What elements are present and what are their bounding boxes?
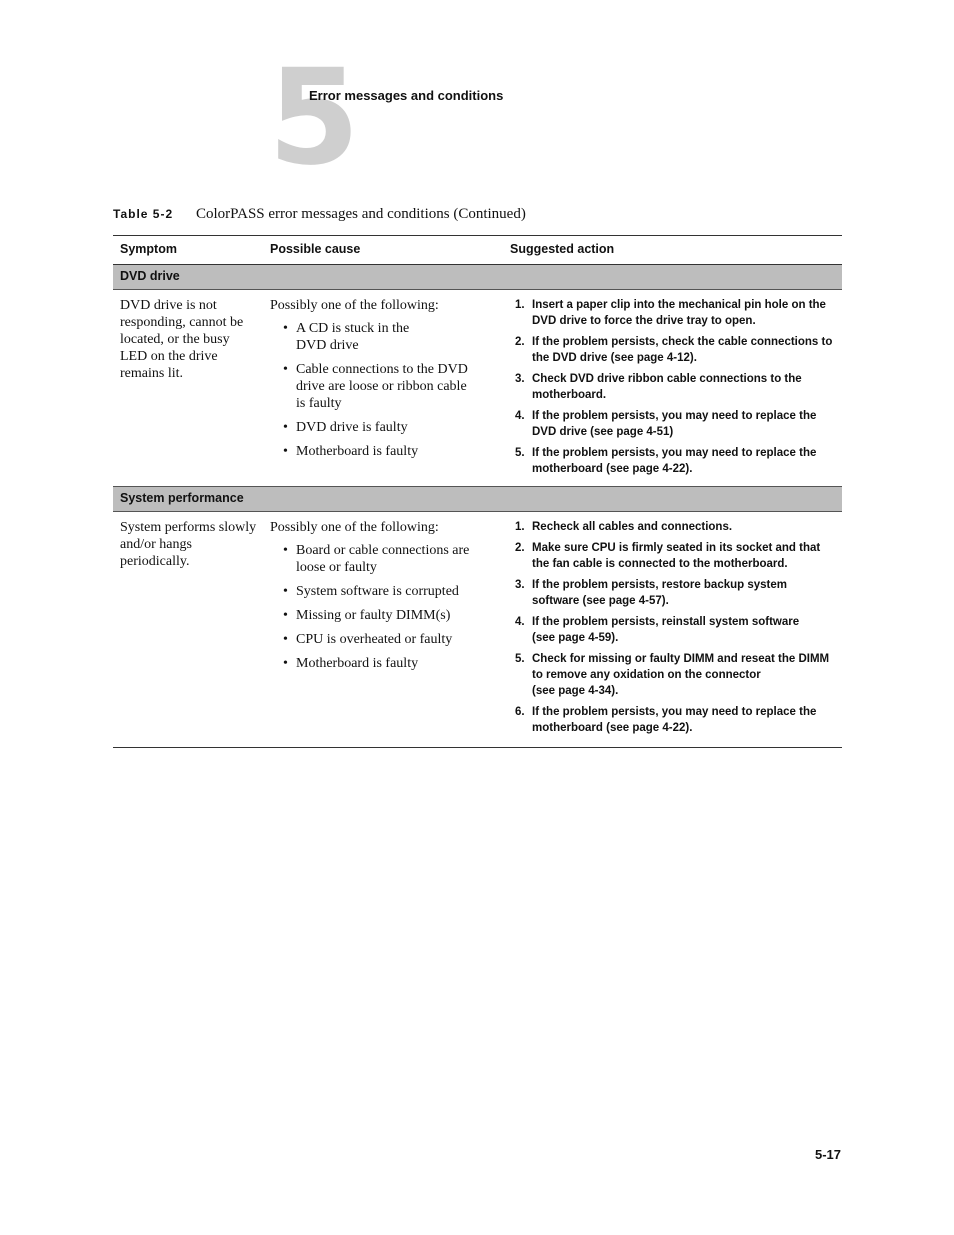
- section-title: System performance: [113, 487, 842, 512]
- cause-cell: [263, 290, 500, 487]
- table-title: ColorPASS error messages and conditions (Continued): [196, 206, 526, 222]
- list-item: 1. Recheck all cables and connections.: [532, 519, 836, 535]
- table-caption: [113, 206, 842, 223]
- symptom-cell: System performs slowly and/or hangs periodically.: [113, 512, 263, 748]
- header-symptom: Symptom: [113, 236, 263, 265]
- list-item: • Motherboard is faulty: [296, 443, 494, 460]
- list-item: 3. Check DVD drive ribbon cable connections to the motherboard.: [532, 371, 836, 403]
- list-item: 2. If the problem persists, check the cable connections to the DVD drive (see page 4-12).: [532, 334, 836, 366]
- action-list: [500, 519, 836, 736]
- list-item: 5. If the problem persists, you may need to replace the motherboard (see page 4-22).: [532, 445, 836, 477]
- header-possible-cause: Possible cause: [263, 236, 500, 265]
- list-item: • A CD is stuck in the DVD drive: [296, 320, 494, 354]
- list-item: • Cable connections to the DVD drive are loose or ribbon cable is faulty: [296, 361, 494, 412]
- table-row: [113, 290, 842, 487]
- symptom-cell: DVD drive is not responding, cannot be located, or the busy LED on the drive remains lit.: [120, 298, 244, 381]
- action-cell: [500, 290, 842, 487]
- header-suggested-action: Suggested action: [500, 236, 842, 265]
- table-label: Table 5-2: [113, 207, 174, 221]
- cause-list: [270, 542, 494, 672]
- table-header-row: [113, 236, 842, 265]
- list-item: 5. Check for missing or faulty DIMM and reseat the DIMM to remove any oxidation on the connector (see page 4-34).: [532, 651, 836, 699]
- list-item: • System software is corrupted: [296, 583, 494, 600]
- section-header-system-performance: [113, 487, 842, 512]
- page-number: 5-17: [814, 1147, 841, 1162]
- list-item: • Missing or faulty DIMM(s): [296, 607, 494, 624]
- action-list: [500, 297, 836, 477]
- list-item: • Board or cable connections are loose or faulty: [296, 542, 494, 576]
- list-item: 2. Make sure CPU is firmly seated in its socket and that the fan cable is connected to the motherboard.: [532, 540, 836, 572]
- list-item: 4. If the problem persists, reinstall system software (see page 4-59).: [532, 614, 836, 646]
- error-table: [113, 235, 842, 748]
- list-item: 3. If the problem persists, restore backup system software (see page 4-57).: [532, 577, 836, 609]
- cause-list: [270, 320, 494, 460]
- list-item: 1. Insert a paper clip into the mechanical pin hole on the DVD drive to force the drive tray to open.: [532, 297, 836, 329]
- chapter-number: 5: [268, 41, 356, 195]
- list-item: • Motherboard is faulty: [296, 655, 494, 672]
- cause-cell: [263, 512, 500, 748]
- section-title: DVD drive: [113, 265, 842, 290]
- cause-lead: Possibly one of the following:: [270, 298, 439, 313]
- cause-lead: Possibly one of the following:: [270, 520, 439, 535]
- list-item: • DVD drive is faulty: [296, 419, 494, 436]
- list-item: 4. If the problem persists, you may need to replace the DVD drive (see page 4-51): [532, 408, 836, 440]
- list-item: 6. If the problem persists, you may need to replace the motherboard (see page 4-22).: [532, 704, 836, 736]
- section-header-dvd-drive: [113, 265, 842, 290]
- list-item: • CPU is overheated or faulty: [296, 631, 494, 648]
- chapter-title: Error messages and conditions: [309, 88, 504, 103]
- table-row: [113, 512, 842, 748]
- action-cell: [500, 512, 842, 748]
